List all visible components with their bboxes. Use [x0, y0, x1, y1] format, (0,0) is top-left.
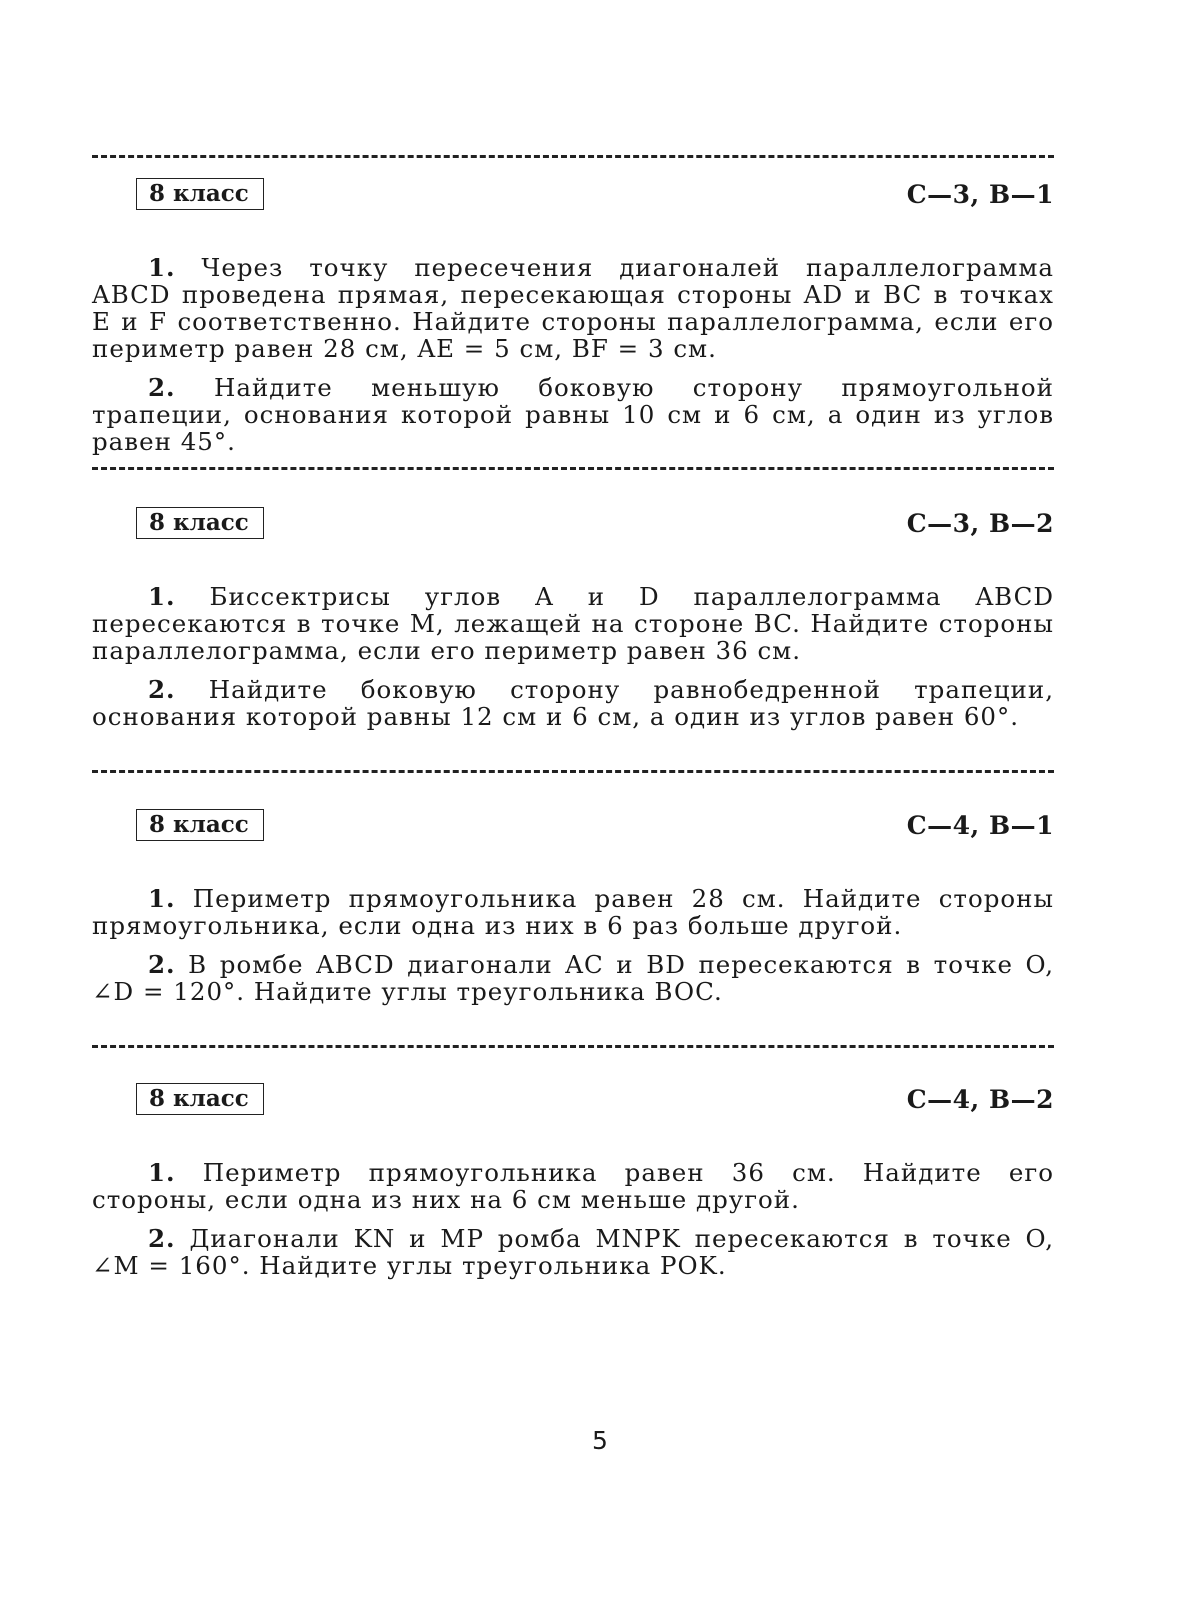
page-number: 5: [592, 1426, 608, 1455]
cut-line: [92, 467, 1054, 470]
task-text: Диагонали KN и MP ромба MNPK пересекаются в точке O, ∠M = 160°. Найдите углы треугольника POK.: [92, 1224, 1054, 1280]
cut-line: [92, 155, 1054, 158]
grade-label: 8 класс: [136, 507, 264, 539]
grade-label: 8 класс: [136, 178, 264, 210]
worksheet-card: [92, 178, 1054, 455]
task-number: 2.: [148, 675, 176, 704]
task-item: [92, 254, 1054, 362]
worksheet-card: [92, 507, 1054, 730]
task-number: 1.: [148, 1158, 176, 1187]
cut-line: [92, 770, 1054, 773]
task-number: 1.: [148, 253, 176, 282]
task-text: В ромбе ABCD диагонали AC и BD пересекаются в точке O, ∠D = 120°. Найдите углы треугольника BOC.: [92, 950, 1054, 1006]
task-item: [92, 951, 1054, 1005]
task-number: 2.: [148, 950, 176, 979]
task-number: 2.: [148, 373, 176, 402]
variant-code: С—4, В—1: [906, 811, 1054, 840]
task-text: Периметр прямоугольника равен 28 см. Найдите стороны прямоугольника, если одна из них в 6 раз больше другой.: [92, 884, 1054, 940]
variant-code: С—3, В—2: [906, 509, 1054, 538]
grade-label: 8 класс: [136, 1083, 264, 1115]
variant-code: С—3, В—1: [906, 180, 1054, 209]
task-text: Через точку пересечения диагоналей параллелограмма ABCD проведена прямая, пересекающая стороны AD и BC в точках E и F соответственно. Найдите стороны параллелограмма, если его периметр равен 28 см, AE = 5 см, BF = 3 см.: [92, 253, 1054, 363]
task-number: 1.: [148, 884, 176, 913]
task-item: [92, 1225, 1054, 1279]
cut-line: [92, 1045, 1054, 1048]
task-number: 2.: [148, 1224, 176, 1253]
task-text: Периметр прямоугольника равен 36 см. Найдите его стороны, если одна из них на 6 см меньше другой.: [92, 1158, 1054, 1214]
task-item: [92, 885, 1054, 939]
task-text: Найдите меньшую боковую сторону прямоугольной трапеции, основания которой равны 10 см и 6 см, а один из углов равен 45°.: [92, 373, 1054, 456]
task-text: Найдите боковую сторону равнобедренной трапеции, основания которой равны 12 см и 6 см, а один из углов равен 60°.: [92, 675, 1054, 731]
task-item: [92, 676, 1054, 730]
task-text: Биссектрисы углов A и D параллелограмма ABCD пересекаются в точке M, лежащей на стороне BC. Найдите стороны параллелограмма, если его периметр равен 36 см.: [92, 582, 1054, 665]
worksheet-card: [92, 1083, 1054, 1279]
grade-label: 8 класс: [136, 809, 264, 841]
task-item: [92, 583, 1054, 664]
task-item: [92, 1159, 1054, 1213]
worksheet-card: [92, 809, 1054, 1005]
variant-code: С—4, В—2: [906, 1085, 1054, 1114]
task-item: [92, 374, 1054, 455]
task-number: 1.: [148, 582, 176, 611]
